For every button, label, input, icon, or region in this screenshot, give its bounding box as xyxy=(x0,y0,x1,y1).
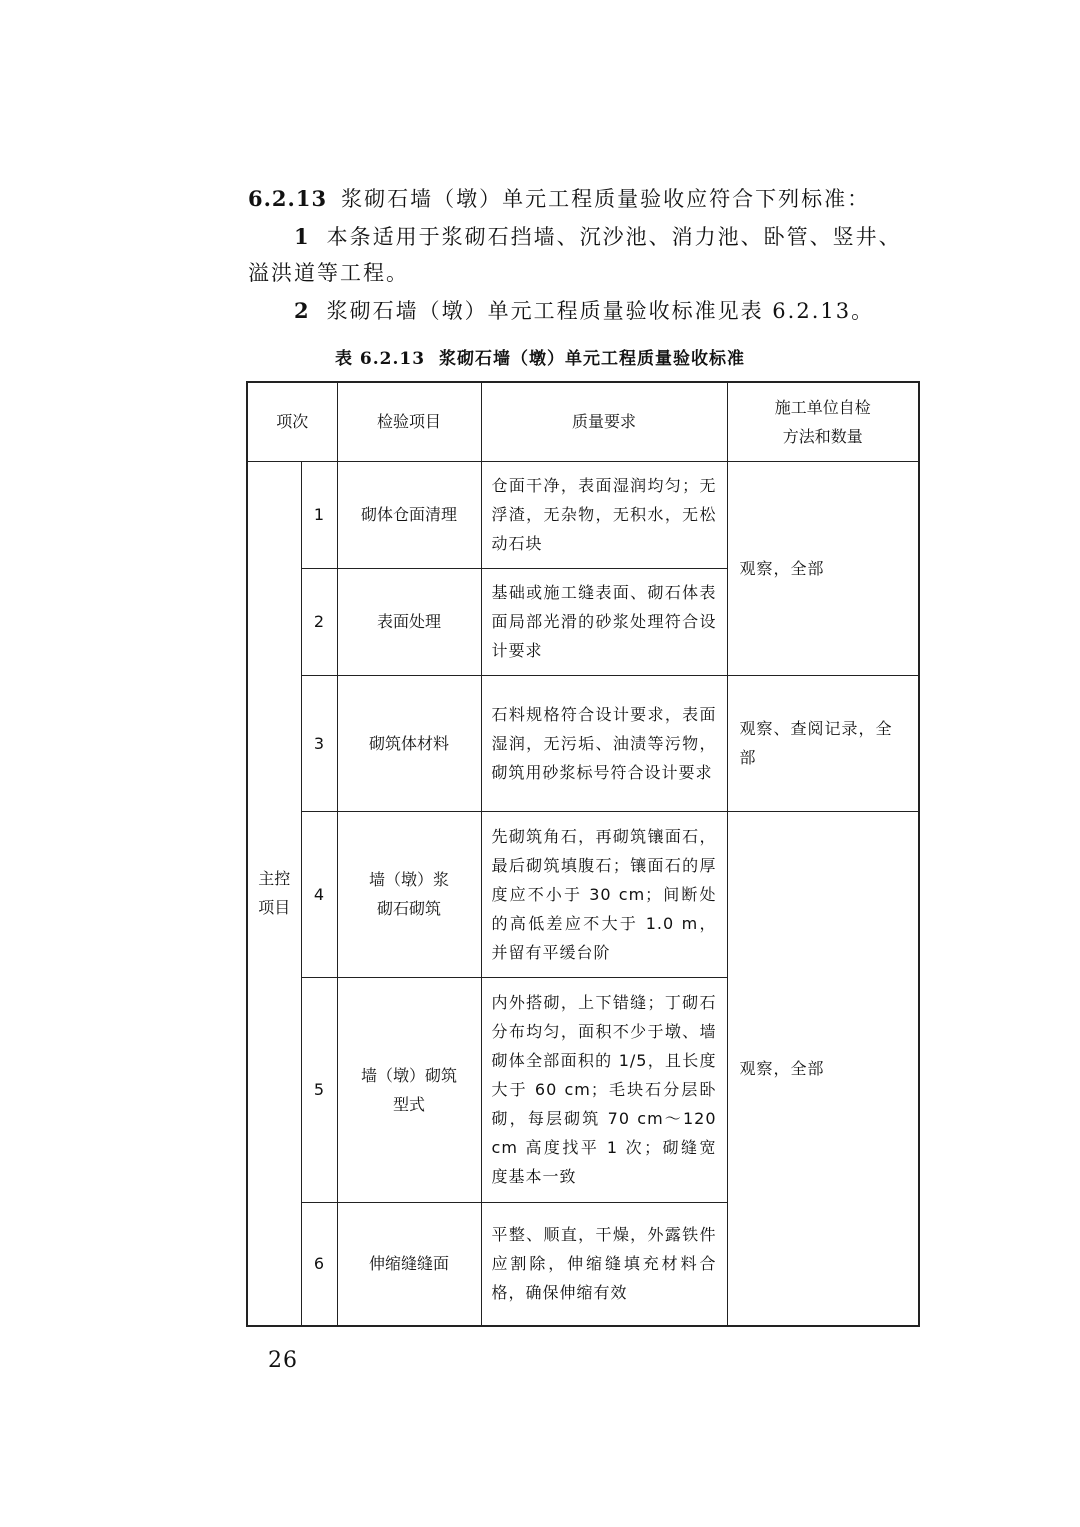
group-label-line2: 项目 xyxy=(258,898,291,918)
group-label-cell xyxy=(247,461,301,1326)
item1-text-line2: 溢洪道等工程。 xyxy=(248,261,409,285)
header-self-check-line2: 方法和数量 xyxy=(782,426,863,446)
item1-text-line1: 本条适用于浆砌石挡墙、沉沙池、消力池、卧管、竖井、 xyxy=(326,225,902,249)
group-label-line1: 主控 xyxy=(258,869,291,889)
row-item xyxy=(337,811,481,977)
row-requirement: 内外搭砌，上下错缝；丁砌石分布均匀，面积不少于墩、墙砌体全部面积的 1/5，且长度大于 60 cm；毛块石分层卧砌，每层砌筑 70 cm～120 cm 高度找平 1 次；砌缝宽度基本一致 xyxy=(481,977,727,1202)
item1-number: 1 xyxy=(294,224,311,249)
table-caption xyxy=(0,344,1080,369)
acceptance-table xyxy=(246,381,920,1327)
header-inspection-item: 检验项目 xyxy=(337,382,481,461)
table-row xyxy=(247,811,919,977)
row-item: 砌筑体材料 xyxy=(337,675,481,811)
table-row xyxy=(247,675,919,811)
row-number: 4 xyxy=(301,811,337,977)
header-self-check-line1: 施工单位自检 xyxy=(774,397,871,417)
row-item: 表面处理 xyxy=(337,568,481,675)
clause-line xyxy=(248,183,870,213)
row-item xyxy=(337,977,481,1202)
table-row xyxy=(247,461,919,568)
row-number: 5 xyxy=(301,977,337,1202)
item2-line xyxy=(294,295,874,325)
row-check-method: 观察，全部 xyxy=(727,811,919,1326)
row-item-line1: 墙（墩）砌筑 xyxy=(361,1065,458,1085)
row-requirement: 先砌筑角石，再砌筑镶面石，最后砌筑填腹石；镶面石的厚度应不小于 30 cm；间断处的高低差应不大于 1.0 m，并留有平缓台阶 xyxy=(481,811,727,977)
header-quality-requirement: 质量要求 xyxy=(481,382,727,461)
row-requirement: 仓面干净，表面湿润均匀；无浮渣，无杂物，无积水，无松动石块 xyxy=(481,461,727,568)
row-number: 6 xyxy=(301,1202,337,1326)
clause-text: 浆砌石墙（墩）单元工程质量验收应符合下列标准： xyxy=(341,187,871,211)
row-item: 砌体仓面清理 xyxy=(337,461,481,568)
row-requirement: 平整、顺直，干燥，外露铁件应割除，伸缩缝填充材料合格，确保伸缩有效 xyxy=(481,1202,727,1326)
item2-text: 浆砌石墙（墩）单元工程质量验收标准见表 6.2.13。 xyxy=(326,299,875,323)
row-number: 1 xyxy=(301,461,337,568)
header-self-check xyxy=(727,382,919,461)
row-item-line2: 型式 xyxy=(393,1094,426,1114)
clause-number: 6.2.13 xyxy=(248,186,328,211)
row-requirement: 基础或施工缝表面、砌石体表面局部光滑的砂浆处理符合设计要求 xyxy=(481,568,727,675)
table-header-row xyxy=(247,382,919,461)
page-number: 26 xyxy=(268,1348,298,1373)
row-check-method: 观察、查阅记录，全部 xyxy=(727,675,919,811)
item1-line1 xyxy=(294,221,902,251)
row-item-line2: 砌石砌筑 xyxy=(377,899,442,918)
table-caption-title: 浆砌石墙（墩）单元工程质量验收标准 xyxy=(439,349,746,369)
row-requirement: 石料规格符合设计要求，表面湿润，无污垢、油渍等污物，砌筑用砂浆标号符合设计要求 xyxy=(481,675,727,811)
row-item: 伸缩缝缝面 xyxy=(337,1202,481,1326)
item1-line2 xyxy=(248,257,409,287)
row-number: 3 xyxy=(301,675,337,811)
item2-number: 2 xyxy=(294,298,311,323)
header-item-order: 项次 xyxy=(247,382,337,461)
row-item-line1: 墙（墩）浆 xyxy=(369,870,450,889)
row-number: 2 xyxy=(301,568,337,675)
table-caption-number: 表 6.2.13 xyxy=(334,349,426,369)
row-check-method: 观察，全部 xyxy=(727,461,919,675)
